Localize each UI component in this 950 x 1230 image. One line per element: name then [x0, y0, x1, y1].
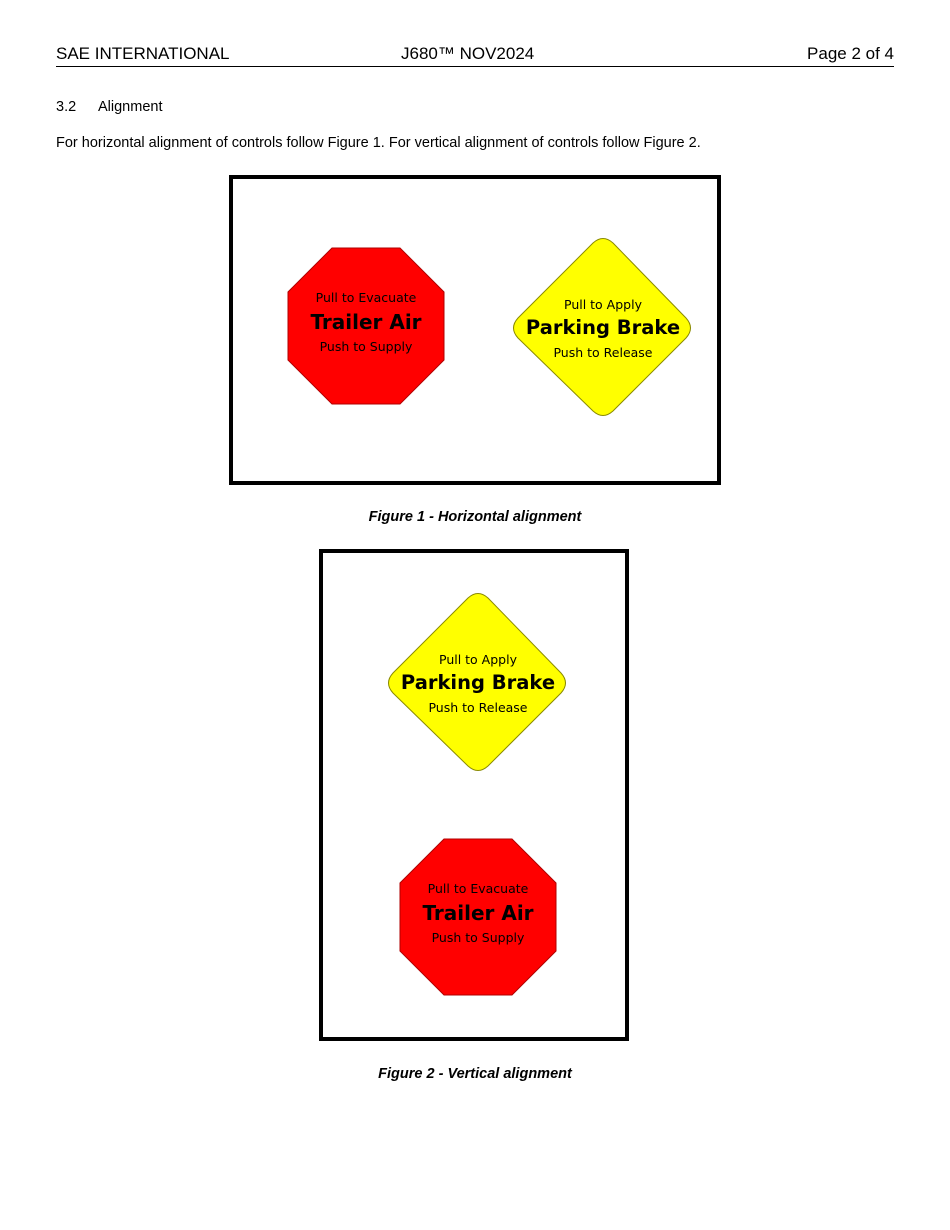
header-organization: SAE INTERNATIONAL [56, 44, 230, 63]
trailer-air-octagon-sign [398, 837, 558, 997]
trailer-air-top-text: Pull to Evacuate [427, 881, 529, 896]
section-title: Alignment [98, 99, 163, 115]
trailer-air-main-text: Trailer Air [422, 901, 534, 925]
parking-brake-bottom-text: Push to Release [428, 700, 528, 715]
trailer-air-top-text: Pull to Evacuate [315, 290, 417, 305]
body-paragraph: For horizontal alignment of controls follow Figure 1. For vertical alignment of controls follow Figure 2. [56, 135, 701, 151]
parking-brake-diamond-sign [509, 234, 697, 422]
section-number: 3.2 [56, 99, 77, 115]
trailer-air-main-text: Trailer Air [310, 310, 422, 334]
parking-brake-top-text: Pull to Apply [564, 297, 642, 312]
parking-brake-main-text: Parking Brake [525, 316, 681, 339]
trailer-air-bottom-text: Push to Supply [319, 339, 413, 354]
header-document-id: J680™ NOV2024 [401, 44, 535, 63]
trailer-air-octagon-sign [286, 246, 446, 406]
figure-2-frame [319, 549, 629, 1041]
parking-brake-diamond-sign [384, 589, 572, 777]
figure-2-caption: Figure 2 - Vertical alignment [378, 1066, 572, 1082]
trailer-air-bottom-text: Push to Supply [431, 930, 525, 945]
parking-brake-main-text: Parking Brake [400, 671, 556, 694]
parking-brake-top-text: Pull to Apply [439, 652, 517, 667]
section-heading [56, 98, 162, 116]
parking-brake-bottom-text: Push to Release [553, 345, 653, 360]
header-page-number: Page 2 of 4 [807, 44, 894, 63]
page-header [56, 44, 894, 67]
figure-1-frame [229, 175, 721, 485]
figure-1-caption: Figure 1 - Horizontal alignment [368, 509, 582, 525]
